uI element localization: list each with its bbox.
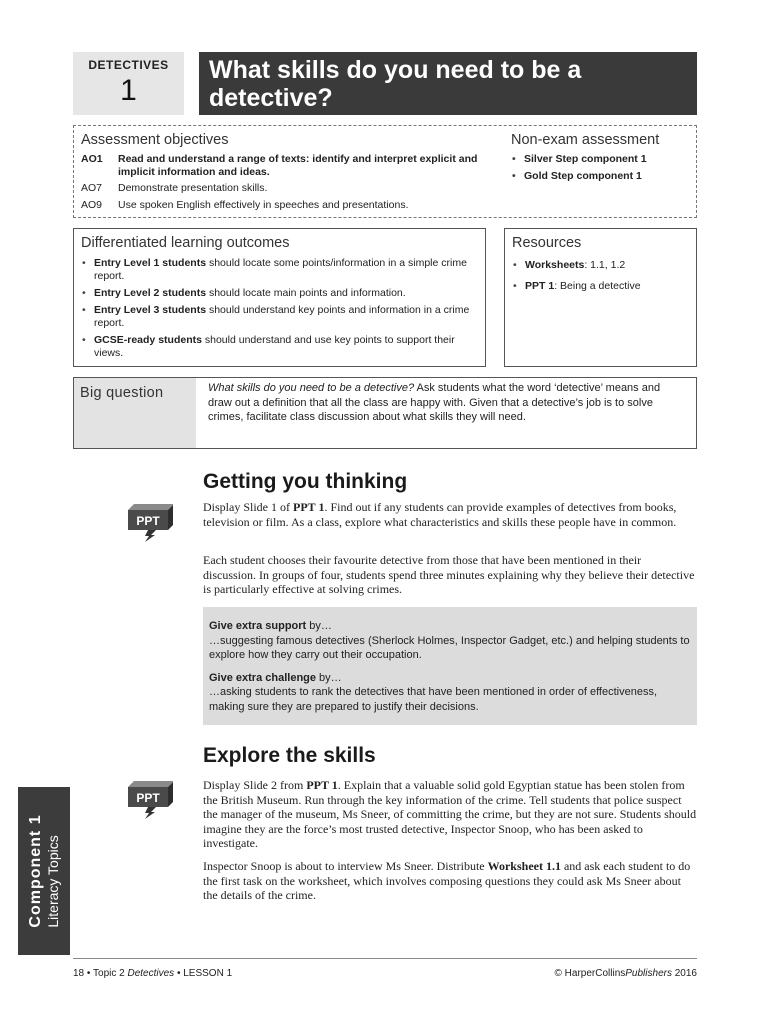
outcome-text: should locate some points/information in a simple crime report. bbox=[94, 257, 467, 282]
side-tab-topic: Literacy Topics bbox=[45, 835, 61, 928]
outcome-level: Entry Level 2 students bbox=[94, 287, 207, 299]
resources-heading: Resources bbox=[512, 235, 582, 251]
big-question-panel bbox=[73, 377, 697, 449]
outcomes-panel bbox=[73, 228, 486, 367]
lesson-label: LESSON 1 bbox=[183, 968, 233, 979]
outcome-text: should understand key points and information in a crime report. bbox=[94, 304, 470, 329]
side-tab-component: Component 1 bbox=[27, 814, 44, 928]
resources-panel bbox=[504, 228, 697, 367]
explore-heading: Explore the skills bbox=[203, 744, 376, 767]
resource-label: Worksheets bbox=[525, 259, 585, 271]
big-question-body: Ask students what the word ‘detective’ means and draw out a definition that all the class are happy with. Given that a detective’s job is to solve crimes, facilitate class discussion about what skills they will need. bbox=[208, 382, 661, 424]
challenge-label: Give extra challenge bbox=[209, 671, 316, 684]
resource-text: : Being a detective bbox=[554, 280, 641, 292]
unit-label: DETECTIVES bbox=[88, 58, 169, 72]
outcome-text: should locate main points and information. bbox=[206, 287, 406, 299]
topic-prefix: Topic 2 bbox=[93, 968, 128, 979]
objective-row bbox=[81, 153, 501, 179]
objective-text: Demonstrate presentation skills. bbox=[118, 182, 268, 194]
text-span: . Explain that a valuable solid gold Egyptian statue has been stolen from the British Museum. Run through the key information of the crime. Tell students that police suspect the manager of the museum, Ms Sneer, of committing the crime, but they are not sure. Students should imagine they are the force’s most trusted detective, Inspector Snoop, who has been asked to investigate. bbox=[203, 778, 697, 850]
challenge-heading bbox=[209, 671, 691, 686]
support-box bbox=[203, 607, 697, 725]
footer-left bbox=[73, 968, 232, 979]
big-question-label: Big question bbox=[74, 378, 196, 448]
footer-separator: • bbox=[174, 968, 184, 979]
copyright-publisher: Publishers bbox=[625, 968, 672, 979]
challenge-text: …asking students to rank the detectives that have been mentioned in order of effectiveness, making sure they are prepared to justify their decisions. bbox=[209, 686, 658, 713]
explore-para-1 bbox=[203, 778, 697, 851]
ppt-icon-label: PPT bbox=[136, 514, 160, 528]
nonexam-heading: Non-exam assessment bbox=[511, 132, 660, 148]
support-label: Give extra support bbox=[209, 620, 307, 632]
big-question-question: What skills do you need to be a detective? bbox=[208, 382, 415, 394]
footer-divider bbox=[73, 958, 697, 959]
outcomes-list bbox=[81, 257, 477, 364]
text-span: Display Slide 1 of bbox=[203, 500, 293, 514]
resource-label: PPT 1 bbox=[525, 280, 555, 292]
text-span: Inspector Snoop is about to interview Ms Sneer. Distribute bbox=[203, 859, 488, 873]
worksheet-reference: Worksheet 1.1 bbox=[487, 859, 561, 873]
list-item bbox=[81, 287, 477, 300]
page-title: What skills do you need to be a detective? bbox=[199, 52, 697, 115]
objective-row bbox=[81, 182, 501, 195]
unit-badge bbox=[73, 52, 184, 115]
resources-list bbox=[512, 259, 690, 297]
support-text: …suggesting famous detectives (Sherlock Holmes, Inspector Gadget, etc.) and helping students to explore how they carry out their occupation. bbox=[209, 634, 690, 661]
big-question-text bbox=[208, 381, 683, 425]
getting-thinking-para-1 bbox=[203, 500, 697, 529]
outcome-level: Entry Level 1 students bbox=[94, 257, 207, 269]
copyright-year: 2016 bbox=[671, 968, 697, 979]
ppt-icon bbox=[128, 781, 173, 819]
resource-text: : 1.1, 1.2 bbox=[584, 259, 626, 271]
unit-number: 1 bbox=[120, 74, 137, 107]
ppt-reference: PPT 1 bbox=[293, 500, 325, 514]
objective-code: AO7 bbox=[81, 182, 103, 194]
outcome-level: Entry Level 3 students bbox=[94, 304, 207, 316]
ppt-icon-label: PPT bbox=[136, 791, 160, 805]
ppt-reference: PPT 1 bbox=[306, 778, 338, 792]
list-item: • Silver Step component 1 bbox=[511, 153, 691, 166]
ppt-icon bbox=[128, 504, 173, 542]
getting-thinking-heading: Getting you thinking bbox=[203, 470, 408, 493]
footer-separator: • bbox=[84, 968, 94, 979]
objective-row bbox=[81, 199, 501, 212]
list-item: • Gold Step component 1 bbox=[511, 170, 691, 183]
support-by: by… bbox=[306, 620, 332, 632]
objective-code: AO1 bbox=[81, 153, 103, 165]
objective-text: Use spoken English effectively in speeches and presentations. bbox=[118, 199, 409, 211]
outcome-level: GCSE-ready students bbox=[94, 334, 202, 346]
list-item bbox=[512, 259, 690, 272]
footer-copyright bbox=[555, 968, 697, 979]
topic-name: Detectives bbox=[127, 968, 175, 979]
text-span: Display Slide 2 from bbox=[203, 778, 307, 792]
explore-para-2 bbox=[203, 859, 697, 903]
component-side-tab bbox=[18, 787, 70, 955]
nonexam-list bbox=[511, 153, 691, 187]
copyright-prefix: © HarperCollins bbox=[554, 968, 626, 979]
challenge-by: by… bbox=[316, 671, 342, 684]
list-item bbox=[81, 304, 477, 330]
text-span: and ask each student to do the first task on the worksheet, which involves composing questions they could ask Ms Sneer about the details of the crime. bbox=[203, 859, 691, 902]
list-item bbox=[81, 334, 477, 360]
outcomes-heading: Differentiated learning outcomes bbox=[81, 235, 290, 251]
list-item bbox=[81, 257, 477, 283]
objective-code: AO9 bbox=[81, 199, 103, 211]
page-number: 18 bbox=[73, 968, 85, 979]
assessment-panel bbox=[73, 125, 697, 218]
objective-text: Read and understand a range of texts: identify and interpret explicit and implicit information and ideas. bbox=[118, 153, 478, 178]
outcome-text: should understand and use key points to support their views. bbox=[94, 334, 455, 359]
list-item bbox=[512, 280, 690, 293]
side-tab-text bbox=[27, 814, 61, 927]
getting-thinking-para-2: Each student chooses their favourite detective from those that have been mentioned in their discussion. In groups of four, students spend three minutes explaining why they believe their detective is particularly effective at solving crimes. bbox=[203, 553, 695, 596]
assessment-heading: Assessment objectives bbox=[81, 132, 229, 148]
support-heading bbox=[209, 619, 691, 634]
text-span: . Find out if any students can provide examples of detectives from books, television or film. As a class, explore what characteristics and skills these people have in common. bbox=[203, 500, 677, 529]
